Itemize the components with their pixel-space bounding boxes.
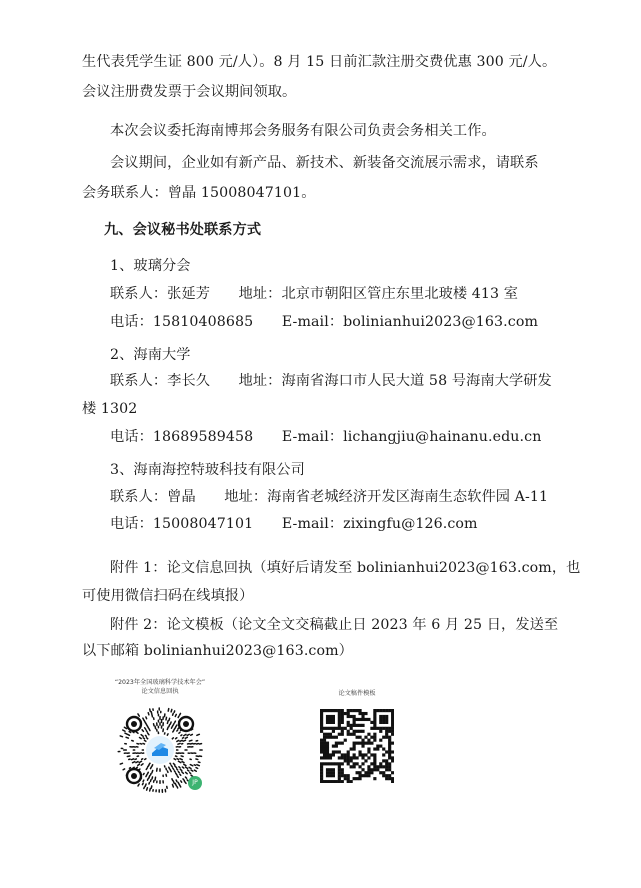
contact-person-line: 联系人：曾晶 地址：海南省老城经济开发区海南生态软件园 A-11 bbox=[110, 489, 549, 505]
paper-template-qr-block bbox=[312, 675, 402, 783]
qr-caption-template: 论文稿件模板 bbox=[338, 690, 376, 697]
wechat-mini-program-code[interactable] bbox=[116, 706, 204, 794]
contact-phone-line: 电话：15810408685 E-mail：bolinianhui2023@163.com bbox=[110, 314, 539, 330]
body-text-line: 会务联系人：曾晶 15008047101。 bbox=[82, 185, 316, 201]
book-logo-icon bbox=[144, 734, 176, 766]
qr-caption-subtitle: 论文信息回执 bbox=[141, 688, 179, 695]
contact-title: 3、海南海控特玻科技有限公司 bbox=[110, 462, 305, 478]
contact-title: 1、玻璃分会 bbox=[110, 258, 191, 274]
body-text-line: 会议注册费发票于会议期间领取。 bbox=[82, 84, 297, 100]
qr-code-image bbox=[320, 709, 394, 783]
qr-caption-title: “2023年全国玻璃科学技术年会” bbox=[114, 679, 206, 686]
contact-title: 2、海南大学 bbox=[110, 347, 191, 363]
attachment-line: 附件 2：论文模板（论文全文交稿截止日 2023 年 6 月 25 日，发送至 bbox=[110, 617, 559, 633]
body-text-line: 会议期间，企业如有新产品、新技术、新装备交流展示需求，请联系 bbox=[110, 155, 539, 171]
contact-phone-line: 电话：15008047101 E-mail：zixingfu@126.com bbox=[110, 516, 478, 532]
contact-phone-line: 电话：18689589458 E-mail：lichangjiu@hainanu.edu.cn bbox=[110, 429, 542, 445]
jp-badge-icon: JP bbox=[188, 776, 202, 790]
contact-person-line-cont: 楼 1302 bbox=[82, 401, 138, 417]
template-qr-code[interactable] bbox=[320, 709, 394, 783]
mini-program-logo-ring bbox=[144, 734, 176, 766]
contact-person-line: 联系人：李长久 地址：海南省海口市人民大道 58 号海南大学研发 bbox=[110, 373, 552, 389]
section-heading: 九、会议秘书处联系方式 bbox=[104, 222, 262, 238]
attachment-line: 附件 1：论文信息回执（填好后请发至 bolinianhui2023@163.com，也 bbox=[110, 560, 581, 576]
body-text-line: 本次会议委托海南博邦会务服务有限公司负责会务相关工作。 bbox=[110, 123, 496, 139]
paper-receipt-qr-block bbox=[110, 678, 210, 794]
attachment-line: 以下邮箱 bolinianhui2023@163.com） bbox=[82, 643, 353, 659]
attachment-line: 可使用微信扫码在线填报） bbox=[82, 588, 254, 604]
body-text-line: 生代表凭学生证 800 元/人）。8 月 15 日前汇款注册交费优惠 300 元/人。 bbox=[82, 54, 557, 70]
contact-person-line: 联系人：张延芳 地址：北京市朝阳区管庄东里北玻楼 413 室 bbox=[110, 286, 519, 302]
